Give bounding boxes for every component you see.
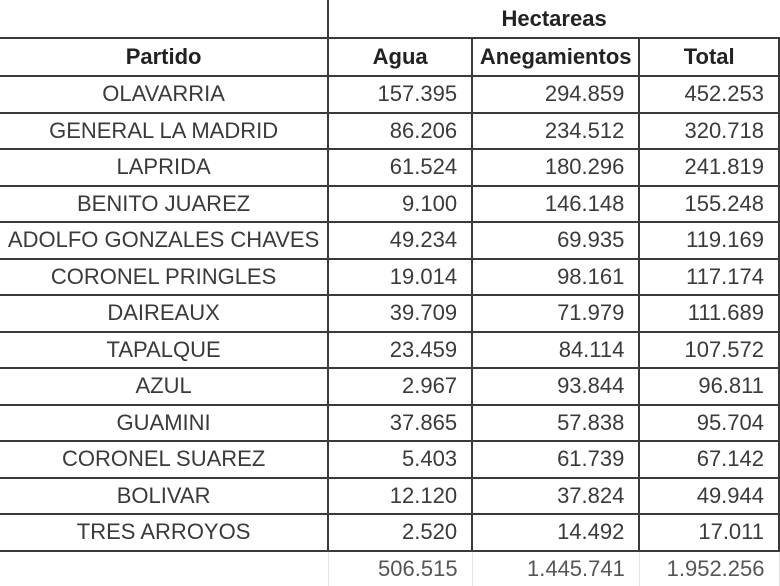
cell-partido: CORONEL SUAREZ (0, 441, 328, 478)
cell-partido: LAPRIDA (0, 149, 328, 186)
table-row (0, 514, 779, 551)
cell-anegamientos: 14.492 (472, 514, 639, 551)
group-header-row (0, 0, 779, 38)
cell-total: 117.174 (639, 259, 779, 296)
cell-total: 96.811 (639, 368, 779, 405)
cell-anegamientos: 234.512 (472, 113, 639, 150)
cell-partido: GUAMINI (0, 405, 328, 442)
hectareas-group-header: Hectareas (328, 0, 779, 38)
column-header-agua: Agua (328, 38, 472, 76)
cell-anegamientos: 37.824 (472, 478, 639, 515)
cell-agua: 9.100 (328, 186, 472, 223)
cell-anegamientos: 57.838 (472, 405, 639, 442)
table-row (0, 478, 779, 515)
cell-agua: 5.403 (328, 441, 472, 478)
cell-anegamientos: 71.979 (472, 295, 639, 332)
table-row (0, 441, 779, 478)
total-cell-agua: 506.515 (328, 551, 472, 586)
cell-partido: TAPALQUE (0, 332, 328, 369)
cell-anegamientos: 69.935 (472, 222, 639, 259)
cell-agua: 39.709 (328, 295, 472, 332)
table-row (0, 186, 779, 223)
cell-agua: 12.120 (328, 478, 472, 515)
cell-total: 49.944 (639, 478, 779, 515)
cell-anegamientos: 146.148 (472, 186, 639, 223)
table-row (0, 405, 779, 442)
cell-total: 452.253 (639, 76, 779, 113)
cell-total: 17.011 (639, 514, 779, 551)
table-row (0, 259, 779, 296)
cell-agua: 49.234 (328, 222, 472, 259)
table-row (0, 368, 779, 405)
cell-agua: 23.459 (328, 332, 472, 369)
cell-partido: GENERAL LA MADRID (0, 113, 328, 150)
cell-anegamientos: 180.296 (472, 149, 639, 186)
cell-anegamientos: 84.114 (472, 332, 639, 369)
table-row (0, 113, 779, 150)
cell-anegamientos: 98.161 (472, 259, 639, 296)
column-header-anegamientos: Anegamientos (472, 38, 639, 76)
cell-partido: OLAVARRIA (0, 76, 328, 113)
cell-agua: 157.395 (328, 76, 472, 113)
cell-partido: AZUL (0, 368, 328, 405)
cell-total: 107.572 (639, 332, 779, 369)
cell-total: 119.169 (639, 222, 779, 259)
cell-total: 155.248 (639, 186, 779, 223)
total-cell-total: 1.952.256 (639, 551, 779, 586)
totals-row (0, 551, 779, 586)
cell-agua: 61.524 (328, 149, 472, 186)
cell-partido: CORONEL PRINGLES (0, 259, 328, 296)
table-row (0, 222, 779, 259)
table-row (0, 76, 779, 113)
cell-partido: ADOLFO GONZALES CHAVES (0, 222, 328, 259)
cell-partido: DAIREAUX (0, 295, 328, 332)
cell-partido: BENITO JUAREZ (0, 186, 328, 223)
cell-agua: 86.206 (328, 113, 472, 150)
table-row (0, 332, 779, 369)
cell-partido: BOLIVAR (0, 478, 328, 515)
cell-agua: 37.865 (328, 405, 472, 442)
cell-agua: 19.014 (328, 259, 472, 296)
empty-header-cell (0, 0, 328, 38)
table-row (0, 295, 779, 332)
cell-anegamientos: 61.739 (472, 441, 639, 478)
total-cell-partido (0, 551, 328, 586)
cell-total: 95.704 (639, 405, 779, 442)
total-cell-anegamientos: 1.445.741 (472, 551, 639, 586)
cell-agua: 2.967 (328, 368, 472, 405)
cell-total: 241.819 (639, 149, 779, 186)
cell-anegamientos: 294.859 (472, 76, 639, 113)
table-row (0, 149, 779, 186)
cell-partido: TRES ARROYOS (0, 514, 328, 551)
cell-total: 111.689 (639, 295, 779, 332)
column-header-total: Total (639, 38, 779, 76)
cell-total: 320.718 (639, 113, 779, 150)
cell-agua: 2.520 (328, 514, 472, 551)
column-header-partido: Partido (0, 38, 328, 76)
cell-anegamientos: 93.844 (472, 368, 639, 405)
column-header-row (0, 38, 779, 76)
cell-total: 67.142 (639, 441, 779, 478)
